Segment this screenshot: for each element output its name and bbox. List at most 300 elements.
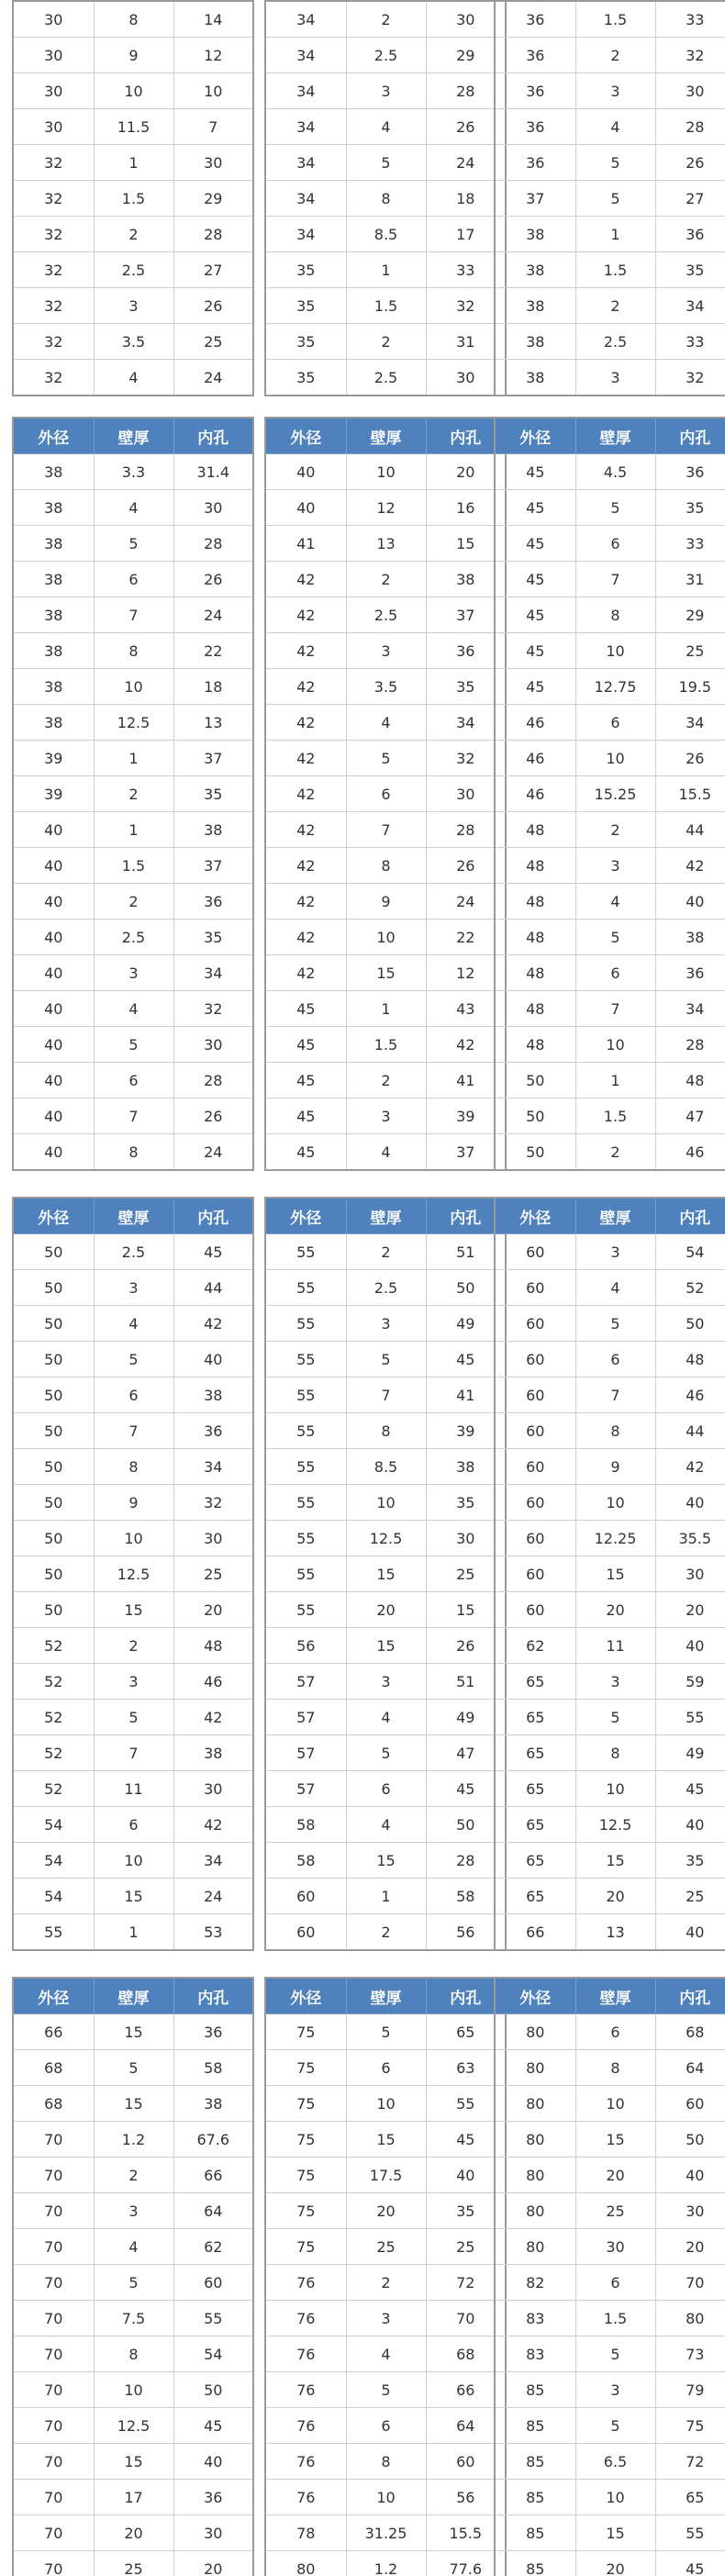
table-row [265, 181, 506, 217]
outer-diameter-cell: 66 [495, 1914, 575, 1951]
outer-diameter-cell: 70 [13, 2444, 94, 2480]
wall-thickness-cell: 4 [94, 991, 173, 1027]
outer-diameter-cell: 60 [495, 1234, 575, 1270]
table-row [495, 1270, 725, 1306]
inner-hole-cell: 51 [426, 1664, 506, 1700]
wall-thickness-cell: 5 [575, 2336, 655, 2372]
outer-diameter-cell: 80 [495, 2193, 575, 2229]
table-row [495, 1771, 725, 1807]
inner-hole-cell: 80 [655, 2301, 725, 2336]
outer-diameter-cell: 76 [265, 2336, 346, 2372]
inner-hole-cell: 68 [655, 2014, 725, 2050]
wall-thickness-cell: 3 [575, 1234, 655, 1270]
inner-hole-cell: 34 [655, 705, 725, 741]
table-row [495, 1134, 725, 1171]
wall-thickness-cell: 3.5 [94, 324, 173, 360]
inner-hole-cell: 25 [173, 324, 253, 360]
wall-thickness-cell: 8.5 [346, 1449, 426, 1485]
inner-hole-cell: 10 [173, 73, 253, 109]
wall-thickness-cell: 15.25 [575, 776, 655, 812]
table-row [13, 1306, 253, 1342]
outer-diameter-cell: 55 [265, 1377, 346, 1413]
table-row [265, 1556, 506, 1592]
table-row [13, 2014, 253, 2050]
wall-thickness-cell: 20 [575, 2158, 655, 2193]
inner-hole-cell: 54 [173, 2336, 253, 2372]
table-row [495, 1, 725, 38]
size-table [12, 1197, 254, 1951]
header-wall-thickness: 壁厚 [575, 1978, 655, 2014]
table-row [495, 1807, 725, 1843]
table-row [13, 597, 253, 633]
table-row [265, 2444, 506, 2480]
table-row [265, 526, 506, 562]
outer-diameter-cell: 42 [265, 633, 346, 669]
table-row [265, 2086, 506, 2122]
table-row [495, 1306, 725, 1342]
wall-thickness-cell: 1 [94, 1914, 173, 1951]
inner-hole-cell: 36 [426, 633, 506, 669]
inner-hole-cell: 60 [426, 2444, 506, 2480]
table-row [265, 2050, 506, 2086]
outer-diameter-cell: 38 [495, 324, 575, 360]
wall-thickness-cell: 4 [346, 1700, 426, 1735]
outer-diameter-cell: 60 [265, 1914, 346, 1951]
outer-diameter-cell: 45 [495, 633, 575, 669]
inner-hole-cell: 29 [655, 597, 725, 633]
wall-thickness-cell: 2 [94, 217, 173, 252]
inner-hole-cell: 40 [173, 2444, 253, 2480]
inner-hole-cell: 34 [655, 991, 725, 1027]
outer-diameter-cell: 48 [495, 848, 575, 884]
table-row [265, 705, 506, 741]
table-row [13, 741, 253, 776]
table-row [495, 812, 725, 848]
outer-diameter-cell: 54 [13, 1807, 94, 1843]
outer-diameter-cell: 56 [265, 1628, 346, 1664]
inner-hole-cell: 37 [426, 597, 506, 633]
inner-hole-cell: 68 [426, 2336, 506, 2372]
wall-thickness-cell: 15 [575, 1843, 655, 1879]
table-row [495, 73, 725, 109]
inner-hole-cell: 26 [173, 1098, 253, 1134]
inner-hole-cell: 40 [655, 1914, 725, 1951]
inner-hole-cell: 55 [655, 1700, 725, 1735]
inner-hole-cell: 46 [655, 1134, 725, 1171]
wall-thickness-cell: 6 [575, 705, 655, 741]
inner-hole-cell: 58 [426, 1879, 506, 1914]
wall-thickness-cell: 5 [346, 1735, 426, 1771]
wall-thickness-cell: 1 [94, 812, 173, 848]
inner-hole-cell: 70 [426, 2301, 506, 2336]
inner-hole-cell: 60 [655, 2086, 725, 2122]
wall-thickness-cell: 2 [575, 288, 655, 324]
inner-hole-cell: 34 [173, 1449, 253, 1485]
inner-hole-cell: 38 [173, 2086, 253, 2122]
wall-thickness-cell: 10 [346, 2086, 426, 2122]
outer-diameter-cell: 30 [13, 1, 94, 38]
wall-thickness-cell: 15 [346, 1843, 426, 1879]
table-row [495, 1377, 725, 1413]
outer-diameter-cell: 40 [13, 1027, 94, 1063]
table-row [13, 1063, 253, 1098]
outer-diameter-cell: 50 [13, 1342, 94, 1377]
wall-thickness-cell: 6 [575, 2014, 655, 2050]
outer-diameter-cell: 42 [265, 597, 346, 633]
inner-hole-cell: 58 [173, 2050, 253, 2086]
table-row [13, 1914, 253, 1951]
outer-diameter-cell: 55 [265, 1485, 346, 1521]
outer-diameter-cell: 75 [265, 2193, 346, 2229]
outer-diameter-cell: 32 [13, 217, 94, 252]
table-row [13, 705, 253, 741]
outer-diameter-cell: 45 [265, 1098, 346, 1134]
outer-diameter-cell: 50 [13, 1556, 94, 1592]
wall-thickness-cell: 2 [94, 776, 173, 812]
wall-thickness-cell: 5 [575, 490, 655, 526]
wall-thickness-cell: 5 [575, 1306, 655, 1342]
table-row [495, 884, 725, 920]
outer-diameter-cell: 70 [13, 2193, 94, 2229]
table-row [13, 1807, 253, 1843]
outer-diameter-cell: 34 [265, 1, 346, 38]
outer-diameter-cell: 38 [495, 217, 575, 252]
table-row [265, 2372, 506, 2408]
wall-thickness-cell: 5 [94, 1700, 173, 1735]
outer-diameter-cell: 76 [265, 2372, 346, 2408]
wall-thickness-cell: 1 [94, 145, 173, 181]
outer-diameter-cell: 32 [13, 360, 94, 396]
wall-thickness-cell: 4 [94, 360, 173, 396]
inner-hole-cell: 30 [173, 490, 253, 526]
outer-diameter-cell: 75 [265, 2086, 346, 2122]
outer-diameter-cell: 75 [265, 2122, 346, 2158]
outer-diameter-cell: 80 [265, 2551, 346, 2576]
outer-diameter-cell: 52 [13, 1735, 94, 1771]
table-row [495, 741, 725, 776]
inner-hole-cell: 32 [655, 360, 725, 396]
inner-hole-cell: 49 [426, 1306, 506, 1342]
inner-hole-cell: 30 [426, 1521, 506, 1556]
table-row [265, 2122, 506, 2158]
table-row [495, 1098, 725, 1134]
table-row [495, 562, 725, 597]
wall-thickness-cell: 17 [94, 2480, 173, 2515]
inner-hole-cell: 32 [173, 991, 253, 1027]
inner-hole-cell: 29 [173, 181, 253, 217]
table-row [495, 1843, 725, 1879]
outer-diameter-cell: 58 [265, 1843, 346, 1879]
inner-hole-cell: 39 [426, 1098, 506, 1134]
inner-hole-cell: 45 [173, 1234, 253, 1270]
table-row [495, 1735, 725, 1771]
outer-diameter-cell: 32 [13, 145, 94, 181]
outer-diameter-cell: 57 [265, 1700, 346, 1735]
wall-thickness-cell: 1.5 [575, 2301, 655, 2336]
outer-diameter-cell: 60 [265, 1879, 346, 1914]
table-row [495, 2551, 725, 2576]
inner-hole-cell: 25 [173, 1556, 253, 1592]
outer-diameter-cell: 75 [265, 2158, 346, 2193]
inner-hole-cell: 79 [655, 2372, 725, 2408]
table-row [495, 705, 725, 741]
table-row [265, 109, 506, 145]
outer-diameter-cell: 60 [495, 1556, 575, 1592]
table-row [13, 2551, 253, 2576]
table-row [495, 145, 725, 181]
outer-diameter-cell: 57 [265, 1771, 346, 1807]
table-row [13, 2444, 253, 2480]
inner-hole-cell: 15.5 [655, 776, 725, 812]
inner-hole-cell: 56 [426, 2480, 506, 2515]
inner-hole-cell: 38 [426, 562, 506, 597]
wall-thickness-cell: 10 [346, 454, 426, 490]
table-header-row [495, 1198, 725, 1234]
table-row [265, 2408, 506, 2444]
wall-thickness-cell: 15 [94, 2014, 173, 2050]
wall-thickness-cell: 8 [346, 181, 426, 217]
header-inner-hole: 内孔 [426, 1198, 506, 1234]
outer-diameter-cell: 42 [265, 884, 346, 920]
size-table [12, 417, 254, 1171]
outer-diameter-cell: 55 [265, 1449, 346, 1485]
table-header-row [13, 1978, 253, 2014]
inner-hole-cell: 33 [655, 526, 725, 562]
wall-thickness-cell: 9 [94, 38, 173, 73]
inner-hole-cell: 75 [655, 2408, 725, 2444]
outer-diameter-cell: 48 [495, 1027, 575, 1063]
inner-hole-cell: 31.4 [173, 454, 253, 490]
outer-diameter-cell: 38 [13, 633, 94, 669]
table-row [495, 848, 725, 884]
table-row [495, 1234, 725, 1270]
table-row [495, 490, 725, 526]
table-row [265, 741, 506, 776]
outer-diameter-cell: 65 [495, 1879, 575, 1914]
inner-hole-cell: 40 [655, 1628, 725, 1664]
table-row [495, 1628, 725, 1664]
inner-hole-cell: 34 [655, 288, 725, 324]
inner-hole-cell: 50 [426, 1270, 506, 1306]
outer-diameter-cell: 42 [265, 920, 346, 955]
inner-hole-cell: 64 [426, 2408, 506, 2444]
outer-diameter-cell: 57 [265, 1664, 346, 1700]
inner-hole-cell: 26 [426, 848, 506, 884]
inner-hole-cell: 33 [655, 324, 725, 360]
inner-hole-cell: 28 [655, 109, 725, 145]
wall-thickness-cell: 5 [346, 2014, 426, 2050]
table-row [495, 526, 725, 562]
header-outer-diameter: 外径 [265, 418, 346, 454]
table-row [265, 1843, 506, 1879]
outer-diameter-cell: 34 [265, 217, 346, 252]
table-row [265, 2193, 506, 2229]
outer-diameter-cell: 40 [13, 920, 94, 955]
wall-thickness-cell: 2 [346, 1234, 426, 1270]
table-row [495, 2515, 725, 2551]
outer-diameter-cell: 30 [13, 38, 94, 73]
table-row [265, 73, 506, 109]
inner-hole-cell: 20 [426, 454, 506, 490]
outer-diameter-cell: 80 [495, 2014, 575, 2050]
table-row [495, 1485, 725, 1521]
wall-thickness-cell: 3 [94, 1664, 173, 1700]
outer-diameter-cell: 34 [265, 181, 346, 217]
inner-hole-cell: 36 [655, 217, 725, 252]
table-row [265, 1063, 506, 1098]
table-row [13, 848, 253, 884]
table-row [13, 1700, 253, 1735]
outer-diameter-cell: 60 [495, 1342, 575, 1377]
table-row [495, 2050, 725, 2086]
wall-thickness-cell: 8 [346, 2444, 426, 2480]
wall-thickness-cell: 20 [575, 1592, 655, 1628]
outer-diameter-cell: 46 [495, 776, 575, 812]
inner-hole-cell: 32 [426, 741, 506, 776]
outer-diameter-cell: 45 [265, 991, 346, 1027]
inner-hole-cell: 35 [426, 1485, 506, 1521]
inner-hole-cell: 36 [173, 2014, 253, 2050]
wall-thickness-cell: 20 [346, 2193, 426, 2229]
outer-diameter-cell: 85 [495, 2444, 575, 2480]
inner-hole-cell: 39 [426, 1413, 506, 1449]
header-inner-hole: 内孔 [173, 1978, 253, 2014]
header-outer-diameter: 外径 [495, 1978, 575, 2014]
table-row [265, 1521, 506, 1556]
outer-diameter-cell: 60 [495, 1592, 575, 1628]
table-row [13, 2050, 253, 2086]
outer-diameter-cell: 70 [13, 2551, 94, 2576]
outer-diameter-cell: 70 [13, 2301, 94, 2336]
outer-diameter-cell: 57 [265, 1735, 346, 1771]
table-row [13, 1521, 253, 1556]
table-row [13, 490, 253, 526]
wall-thickness-cell: 15 [346, 1556, 426, 1592]
inner-hole-cell: 45 [173, 2408, 253, 2444]
inner-hole-cell: 26 [426, 1628, 506, 1664]
outer-diameter-cell: 36 [495, 145, 575, 181]
wall-thickness-cell: 2.5 [575, 324, 655, 360]
wall-thickness-cell: 10 [575, 741, 655, 776]
outer-diameter-cell: 40 [13, 955, 94, 991]
table-row [13, 1556, 253, 1592]
outer-diameter-cell: 60 [495, 1377, 575, 1413]
inner-hole-cell: 25 [655, 633, 725, 669]
size-table [264, 1977, 507, 2576]
wall-thickness-cell: 8 [575, 2050, 655, 2086]
inner-hole-cell: 26 [426, 109, 506, 145]
wall-thickness-cell: 2 [346, 1, 426, 38]
table-row [13, 1628, 253, 1664]
table-row [13, 1771, 253, 1807]
header-inner-hole: 内孔 [426, 1978, 506, 2014]
outer-diameter-cell: 85 [495, 2515, 575, 2551]
table-row [495, 2480, 725, 2515]
outer-diameter-cell: 76 [265, 2480, 346, 2515]
wall-thickness-cell: 12 [346, 490, 426, 526]
inner-hole-cell: 24 [173, 1134, 253, 1171]
wall-thickness-cell: 8 [94, 1134, 173, 1171]
inner-hole-cell: 24 [426, 145, 506, 181]
table-row [495, 1914, 725, 1951]
inner-hole-cell: 43 [426, 991, 506, 1027]
table-row [13, 2336, 253, 2372]
outer-diameter-cell: 46 [495, 705, 575, 741]
table-row [265, 1628, 506, 1664]
outer-diameter-cell: 42 [265, 776, 346, 812]
inner-hole-cell: 30 [173, 1521, 253, 1556]
table-row [265, 1306, 506, 1342]
table-row [13, 1027, 253, 1063]
table-row [495, 1700, 725, 1735]
inner-hole-cell: 40 [655, 1807, 725, 1843]
wall-thickness-cell: 4 [346, 1807, 426, 1843]
wall-thickness-cell: 15 [575, 2122, 655, 2158]
inner-hole-cell: 72 [655, 2444, 725, 2480]
outer-diameter-cell: 85 [495, 2408, 575, 2444]
table-row [265, 252, 506, 288]
table-row [495, 2444, 725, 2480]
inner-hole-cell: 51 [426, 1234, 506, 1270]
table-row [265, 848, 506, 884]
outer-diameter-cell: 35 [265, 252, 346, 288]
table-row [265, 1134, 506, 1171]
outer-diameter-cell: 65 [495, 1700, 575, 1735]
inner-hole-cell: 63 [426, 2050, 506, 2086]
inner-hole-cell: 44 [655, 812, 725, 848]
table-row [265, 324, 506, 360]
outer-diameter-cell: 52 [13, 1771, 94, 1807]
table-row [495, 920, 725, 955]
wall-thickness-cell: 11 [94, 1771, 173, 1807]
inner-hole-cell: 30 [426, 776, 506, 812]
table-row [13, 2515, 253, 2551]
wall-thickness-cell: 6 [575, 526, 655, 562]
table-row [495, 597, 725, 633]
table-row [265, 2480, 506, 2515]
outer-diameter-cell: 34 [265, 38, 346, 73]
wall-thickness-cell: 7 [346, 1377, 426, 1413]
outer-diameter-cell: 40 [13, 991, 94, 1027]
wall-thickness-cell: 8 [94, 633, 173, 669]
wall-thickness-cell: 7 [575, 991, 655, 1027]
outer-diameter-cell: 45 [495, 669, 575, 705]
wall-thickness-cell: 2 [94, 2158, 173, 2193]
table-row [265, 360, 506, 396]
wall-thickness-cell: 8 [575, 1413, 655, 1449]
outer-diameter-cell: 45 [495, 562, 575, 597]
table-row [495, 2229, 725, 2265]
table-row [13, 252, 253, 288]
outer-diameter-cell: 60 [495, 1270, 575, 1306]
wall-thickness-cell: 2 [346, 324, 426, 360]
table-row [265, 1807, 506, 1843]
inner-hole-cell: 35 [173, 920, 253, 955]
table-row [265, 633, 506, 669]
outer-diameter-cell: 38 [13, 669, 94, 705]
table-row [265, 597, 506, 633]
table-row [265, 2336, 506, 2372]
wall-thickness-cell: 10 [575, 1027, 655, 1063]
header-inner-hole: 内孔 [655, 1198, 725, 1234]
inner-hole-cell: 52 [655, 1270, 725, 1306]
table-row [13, 920, 253, 955]
outer-diameter-cell: 48 [495, 955, 575, 991]
inner-hole-cell: 45 [655, 1771, 725, 1807]
table-row [265, 1664, 506, 1700]
size-table [494, 0, 725, 396]
inner-hole-cell: 44 [173, 1270, 253, 1306]
